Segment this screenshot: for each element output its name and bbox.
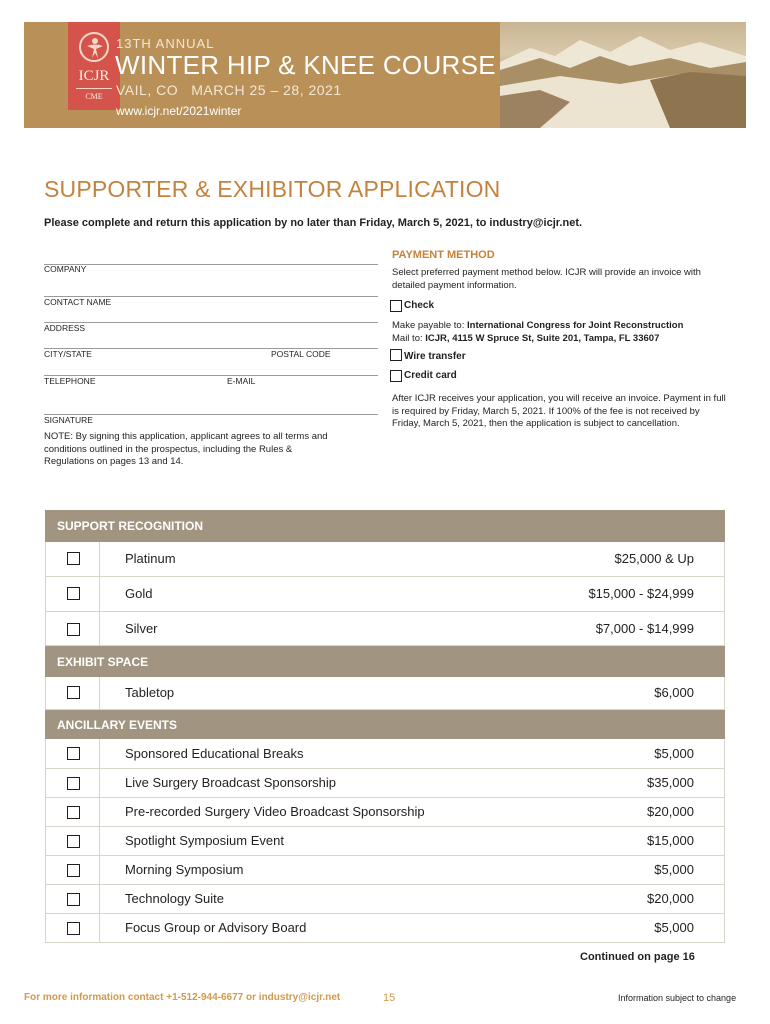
exhibit-space-header: EXHIBIT SPACE	[45, 646, 725, 677]
item-name: Silver	[125, 621, 158, 636]
banner-url[interactable]: www.icjr.net/2021winter	[116, 104, 242, 118]
mail-to: ICJR, 4115 W Spruce St, Suite 201, Tampa, FL 33607	[425, 332, 660, 344]
prerecorded-surgery-checkbox[interactable]	[67, 806, 80, 819]
silver-checkbox[interactable]	[67, 623, 80, 636]
table-row	[45, 577, 725, 612]
table-row	[45, 677, 725, 710]
logo-subtitle: CME	[85, 92, 103, 101]
item-price: $7,000 - $14,999	[595, 621, 694, 636]
item-name: Focus Group or Advisory Board	[125, 920, 307, 935]
item-price: $5,000	[654, 862, 694, 877]
live-surgery-checkbox[interactable]	[67, 777, 80, 790]
page-number: 15	[383, 992, 396, 1004]
table-row	[45, 885, 725, 914]
item-name: Tabletop	[125, 685, 175, 700]
company-field[interactable]	[44, 264, 378, 265]
table-row	[45, 739, 725, 769]
table-row	[45, 798, 725, 827]
footer-contact: For more information contact +1-512-944-6677 or industry@icjr.net	[24, 992, 341, 1003]
focus-group-checkbox[interactable]	[67, 922, 80, 935]
company-label: COMPANY	[44, 264, 87, 274]
ancillary-events-header: ANCILLARY EVENTS	[45, 710, 725, 739]
icjr-logo	[68, 22, 120, 110]
item-name: Pre-recorded Surgery Video Broadcast Sponsorship	[125, 804, 425, 819]
item-name: Gold	[125, 586, 153, 601]
contact-name-label: CONTACT NAME	[44, 297, 112, 307]
banner-annual: 13TH ANNUAL	[116, 36, 215, 51]
item-price: $5,000	[654, 920, 694, 935]
technology-suite-checkbox[interactable]	[67, 893, 80, 906]
table-row	[45, 612, 725, 646]
signature-field[interactable]	[44, 414, 378, 415]
tabletop-checkbox[interactable]	[67, 686, 80, 699]
item-price: $15,000 - $24,999	[588, 586, 694, 601]
check-label: Check	[404, 300, 435, 311]
item-price: $5,000	[654, 746, 694, 761]
item-price: $20,000	[647, 804, 694, 819]
spotlight-symposium-checkbox[interactable]	[67, 835, 80, 848]
educational-breaks-checkbox[interactable]	[67, 747, 80, 760]
morning-symposium-checkbox[interactable]	[67, 864, 80, 877]
mail-label: Mail to:	[392, 332, 426, 344]
payment-intro: Select preferred payment method below. ICJR will provide an invoice with detailed payment information.	[392, 267, 701, 291]
item-price: $15,000	[647, 833, 694, 848]
gold-checkbox[interactable]	[67, 587, 80, 600]
address-label: ADDRESS	[44, 323, 86, 333]
signature-note: NOTE: By signing this application, applicant agrees to all terms and conditions outlined in the prospectus, including the Rules & Regulations on pages 13 and 14.	[44, 431, 328, 467]
telephone-label: TELEPHONE	[44, 376, 96, 386]
item-price: $6,000	[654, 685, 694, 700]
credit-checkbox[interactable]	[390, 370, 402, 382]
email-label: E-MAIL	[227, 376, 256, 386]
credit-label: Credit card	[404, 370, 457, 381]
footer-disclaimer: Information subject to change	[618, 993, 737, 1003]
table-row	[45, 769, 725, 798]
address-field[interactable]	[44, 322, 378, 323]
payment-heading: PAYMENT METHOD	[392, 249, 495, 261]
instruction-text: Please complete and return this application by no later than Friday, March 5, 2021, to industry@icjr.net.	[44, 217, 583, 229]
banner-location: VAIL, CO MARCH 25 – 28, 2021	[116, 82, 342, 98]
banner-title: WINTER HIP & KNEE COURSE	[115, 50, 496, 80]
item-price: $25,000 & Up	[614, 551, 694, 566]
wire-checkbox[interactable]	[390, 349, 402, 361]
continued-note: Continued on page 16	[580, 951, 695, 963]
item-price: $20,000	[647, 891, 694, 906]
wire-label: Wire transfer	[404, 351, 466, 362]
payment-terms: After ICJR receives your application, you will receive an invoice. Payment in full is required by Friday, March 5, 2021. If 100% of the fee is not received by Friday, March 5, 2021, then the application is subject to cancellation.	[392, 393, 726, 429]
table-row	[45, 914, 725, 943]
mountain-photo	[500, 22, 746, 128]
page-title: SUPPORTER & EXHIBITOR APPLICATION	[44, 176, 501, 202]
signature-label: SIGNATURE	[44, 415, 93, 425]
check-checkbox[interactable]	[390, 300, 402, 312]
table-row	[45, 856, 725, 885]
item-price: $35,000	[647, 775, 694, 790]
postal-code-label: POSTAL CODE	[271, 349, 331, 359]
item-name: Spotlight Symposium Event	[125, 833, 284, 848]
item-name: Live Surgery Broadcast Sponsorship	[125, 775, 337, 790]
item-name: Technology Suite	[125, 891, 225, 906]
payable-info	[392, 320, 732, 345]
payable-label: Make payable to:	[392, 320, 467, 331]
platinum-checkbox[interactable]	[67, 552, 80, 565]
city-state-label: CITY/STATE	[44, 349, 92, 359]
item-name: Platinum	[125, 551, 176, 566]
item-name: Morning Symposium	[125, 862, 244, 877]
logo-name: ICJR	[78, 68, 110, 84]
table-row	[45, 827, 725, 856]
payable-to: International Congress for Joint Reconstruction	[467, 320, 684, 331]
item-name: Sponsored Educational Breaks	[125, 746, 304, 761]
table-row	[45, 542, 725, 577]
support-recognition-header: SUPPORT RECOGNITION	[45, 510, 725, 542]
